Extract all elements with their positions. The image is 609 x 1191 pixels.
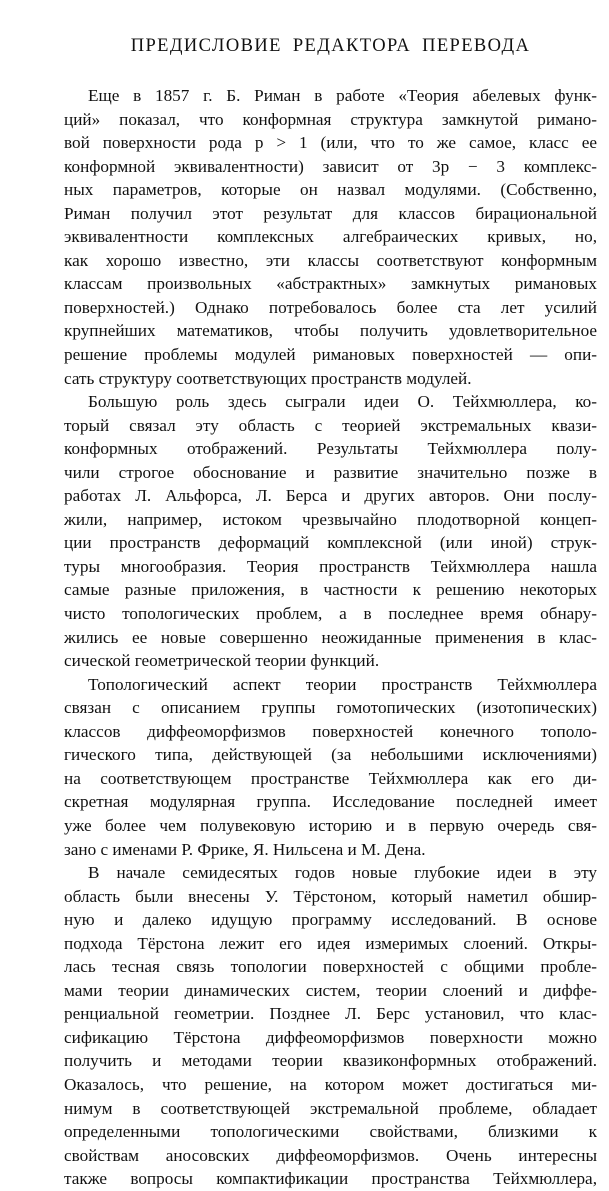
text-line: ции пространств деформаций комплексной (или иной) струк- (64, 533, 597, 553)
text-line: область были внесены У. Тёрстоном, который наметил обшир- (64, 886, 597, 906)
body-text (64, 84, 597, 1191)
text-line: лась тесная связь топологии поверхностей с общими пробле- (64, 957, 597, 977)
paragraph (64, 84, 597, 390)
text-line: получить и методами теории квазиконформных отображений. (64, 1051, 597, 1071)
page-title: ПРЕДИСЛОВИЕ РЕДАКТОРА ПЕРЕВОДА (130, 36, 531, 56)
text-line: зано с именами Р. Фрике, Я. Нильсена и М. Дена. (64, 839, 426, 859)
text-line: определенными топологическими свойствами, близкими к (64, 1122, 597, 1142)
paragraph (64, 390, 597, 673)
text-line: поверхностей.) Однако потребовалось более ста лет усилий (64, 297, 597, 317)
text-line: работах Л. Альфорса, Л. Берса и других авторов. Они послу- (64, 486, 597, 506)
paragraph (64, 861, 597, 1191)
text-line: торый связал эту область с теорией экстремальных квази- (64, 415, 597, 435)
book-page (64, 36, 597, 1191)
text-line: конформных отображений. Результаты Тейхмюллера полу- (64, 439, 597, 459)
text-line: классам произвольных «абстрактных» замкнутых римановых (64, 274, 597, 294)
text-line: нимум в соответствующей экстремальной проблеме, обладает (64, 1098, 597, 1118)
text-line: Большую роль здесь сыграли идеи О. Тейхмюллера, ко- (88, 392, 597, 412)
text-line: Оказалось, что решение, на котором может достигаться ми- (64, 1074, 597, 1094)
text-line: скретная модулярная группа. Исследование последней имеет (64, 792, 597, 812)
text-line: эквивалентности комплексных алгебраических кривых, но, (64, 227, 597, 247)
text-line: жили, например, истоком чрезвычайно плодотворной концеп- (64, 509, 597, 529)
text-line: также вопросы компактификации пространства Тейхмюллера, (64, 1169, 597, 1189)
text-line: сификацию Тёрстона диффеоморфизмов поверхности можно (64, 1027, 597, 1047)
text-line: сать структуру соответствующих пространств модулей. (64, 368, 472, 388)
text-line: свойствам аносовских диффеоморфизмов. Очень интересны (64, 1145, 597, 1165)
text-line: классов диффеоморфизмов поверхностей конечного тополо- (64, 721, 597, 741)
text-line: туры многообразия. Теория пространств Тейхмюллера нашла (64, 556, 597, 576)
text-line: конформной эквивалентности) зависит от 3p − 3 комплекс- (64, 156, 597, 176)
text-line: ренциальной геометрии. Позднее Л. Берс установил, что клас- (64, 1004, 597, 1024)
text-line: ную и далеко идущую программу исследований. В основе (64, 910, 597, 930)
text-line: подхода Тёрстона лежит его идея измеримых слоений. Откры- (64, 933, 597, 953)
text-line: сической геометрической теории функций. (64, 651, 380, 671)
text-line: связан с описанием группы гомотопических (изотопических) (64, 698, 597, 718)
text-line: жились ее новые совершенно неожиданные применения в клас- (64, 627, 597, 647)
text-line: В начале семидесятых годов новые глубокие идеи в эту (88, 863, 597, 883)
text-line: как хорошо известно, эти классы соответствуют конформным (64, 250, 597, 270)
text-line: гического типа, действующей (за небольшими исключениями) (64, 745, 597, 765)
text-line: Топологический аспект теории пространств Тейхмюллера (88, 674, 597, 694)
paragraph (64, 673, 597, 861)
text-line: ций» показал, что конформная структура замкнутой римано- (64, 109, 597, 129)
text-line: мами теории динамических систем, теории слоений и диффе- (64, 980, 597, 1000)
text-line: крупнейших математиков, чтобы получить удовлетворительное (64, 321, 597, 341)
text-line: Риман получил этот результат для классов бирациональной (64, 203, 597, 223)
text-line: на соответствующем пространстве Тейхмюллера как его ди- (64, 768, 597, 788)
text-line: решение проблемы модулей римановых поверхностей — опи- (64, 345, 597, 365)
text-line: самые разные приложения, в частности к решению некоторых (64, 580, 597, 600)
text-line: ных параметров, которые он назвал модулями. (Собственно, (64, 180, 597, 200)
text-line: чисто топологических проблем, а в последнее время обнару- (64, 604, 597, 624)
text-line: Еще в 1857 г. Б. Риман в работе «Теория абелевых функ- (88, 86, 597, 105)
text-line: чили строгое обоснование и развитие значительно позже в (64, 462, 597, 482)
text-line: вой поверхности рода p > 1 (или, что то же самое, класс ее (64, 133, 597, 153)
text-line: уже более чем полувековую историю и в первую очередь свя- (64, 815, 597, 835)
